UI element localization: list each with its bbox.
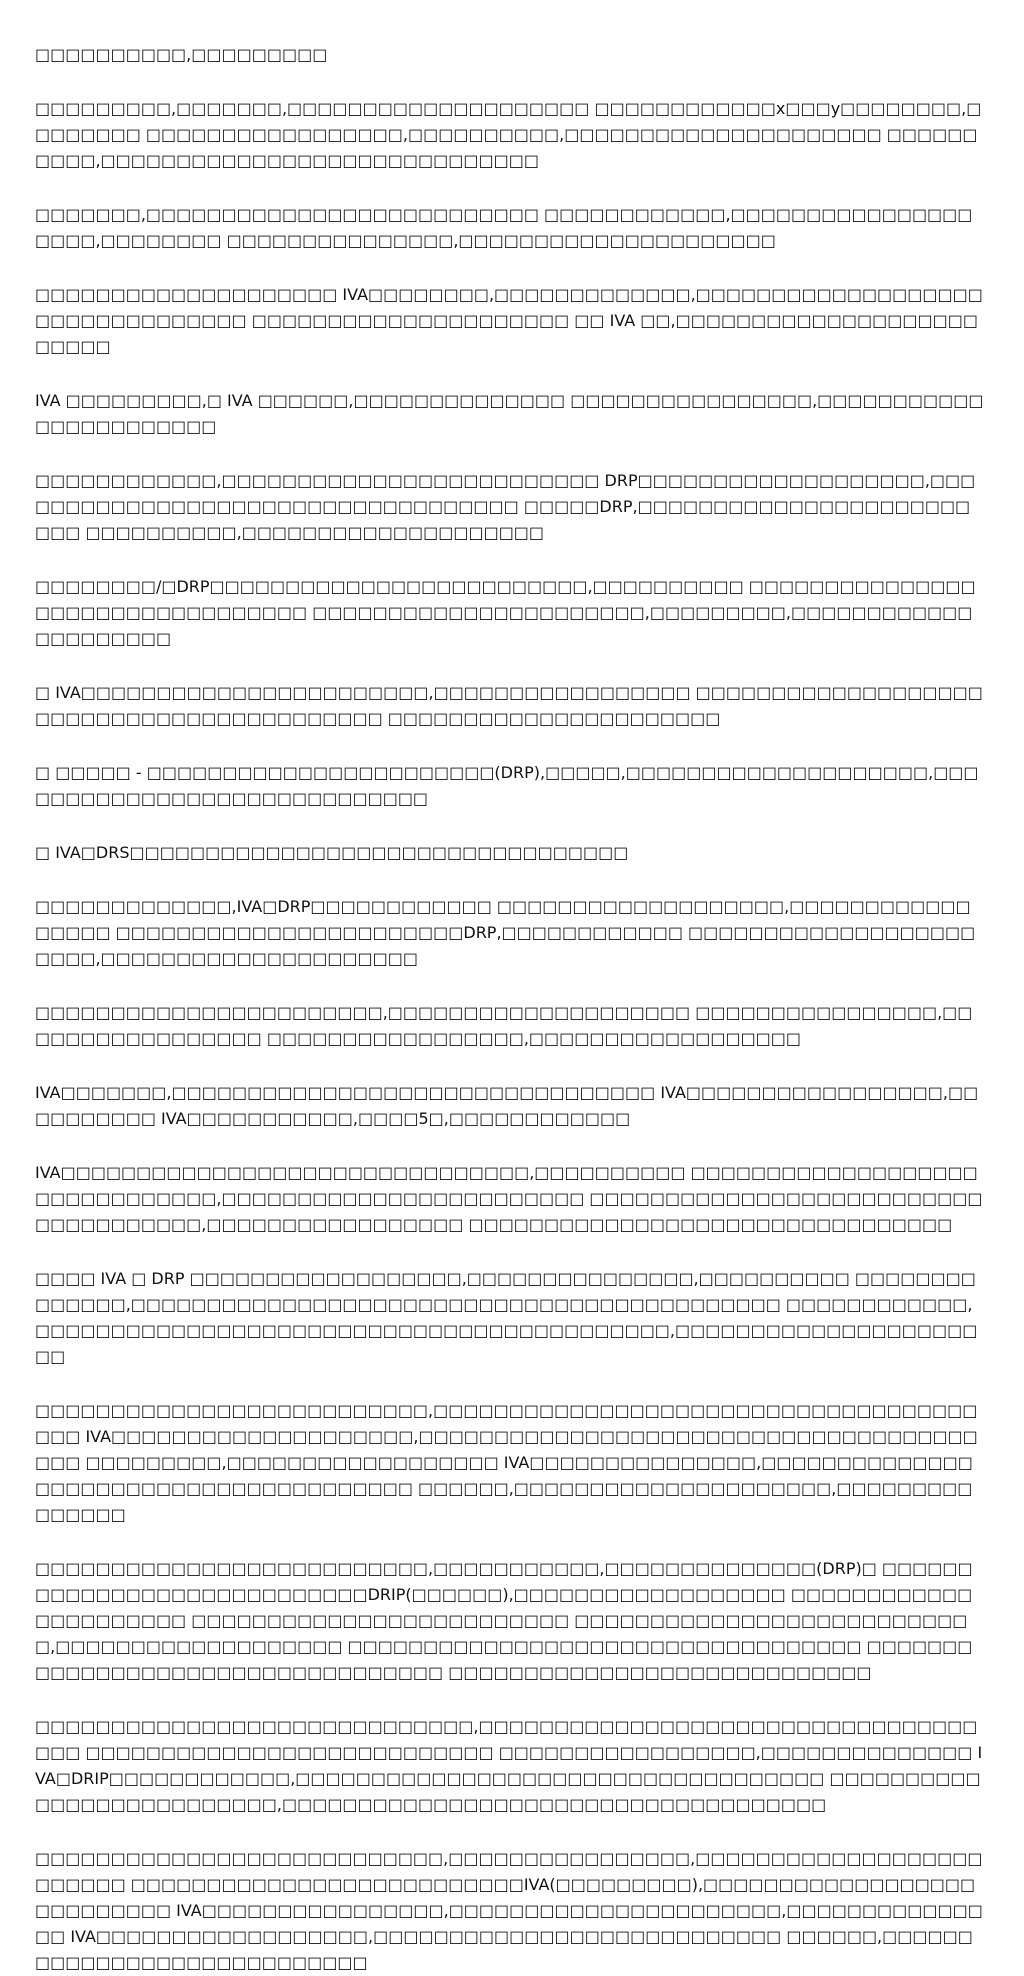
paragraph-19: □□□□□□□□□□□□□□□□□□□□□□□□□□□,□□□□□□□□□□□□□□□□,□□□□□□□□□□□□□□□□□□□□□□□□□ □□□□□□□□□□□□□□□□□□□□□□□□□□IVA(□□□□□□□□□),□□□□□□□□□□□□□□□□□□□□□□□□□□□ IVA□□□□□□□□□□□□□□□□,□□□□□□□□□□□□□□□□□□□□□□,□□□□□□□□□□□□□□□ IVA□□□□□□□□□□□□□□□□□□,□□□□□□□□□□□□□□□□□□□□□□□□□□□ □□□□□□,□□□□□□□□□□□□□□□□□□□□□□□□□□□□ [35,1849,983,1972]
paragraph-4: □□□□□□□□□□□□□□□□□□□□ IVA□□□□□□□□,□□□□□□□□□□□□□,□□□□□□□□□□□□□□□□□□□□□□□□□□□□□□□□□ □□□□□□□□□□□□□□□□□□□□□ □□ IVA □□,□□□□□□□□□□□□□□□□□□□□□□□□□ [35,285,983,356]
paragraph-16: □□□□□□□□□□□□□□□□□□□□□□□□□□,□□□□□□□□□□□□□□□□□□□□□□□□□□□□□□□□□□□□□□□ IVA□□□□□□□□□□□□□□□□□□□□,□□□□□□□□□□□□□□□□□□□□□□□□□□□□□□□□□□□□□□□□ □□□□□□□□□,□□□□□□□□□□□□□□□□□□ IVA□□□□□□□□□□□□□□□,□□□□□□□□□□□□□□□□□□□□□□□□□□□□□□□□□□□□□□□ □□□□□□,□□□□□□□□□□□□□□□□□□□□□,□□□□□□□□□□□□□□□ [35,1401,978,1524]
paragraph-13: IVA□□□□□□□,□□□□□□□□□□□□□□□□□□□□□□□□□□□□□□□□ IVA□□□□□□□□□□□□□□□□□,□□□□□□□□□□ IVA□□□□□□□□□□□,□□□□5□,□□□□□□□□□□□□ [35,1083,979,1128]
paragraph-11: □□□□□□□□□□□□□,IVA□DRP□□□□□□□□□□□□ □□□□□□□□□□□□□□□□□□□,□□□□□□□□□□□□□□□□□ □□□□□□□□□□□□□□□□□□□□□□□DRP,□□□□□□□□□□□□ □□□□□□□□□□□□□□□□□□□□□□□,□□□□□□□□□□□□□□□□□□□□□ [35,897,976,968]
paragraph-14: IVA□□□□□□□□□□□□□□□□□□□□□□□□□□□□□□□,□□□□□□□□□□ □□□□□□□□□□□□□□□□□□□□□□□□□□□□□□□,□□□□□□□□□□□□□□□□□□□□□□□□ □□□□□□□□□□□□□□□□□□□□□□□□□□□□□□□□□□□□□,□□□□□□□□□□□□□□□□□ □□□□□□□□□□□□□□□□□□□□□□□□□□□□□□□□ [35,1163,983,1234]
paragraph-8: □ IVA□□□□□□□□□□□□□□□□□□□□□□□,□□□□□□□□□□□□□□□□□ □□□□□□□□□□□□□□□□□□□□□□□□□□□□□□□□□□□□□□□□□□ □□□□□□□□□□□□□□□□□□□□□□ [35,683,983,728]
paragraph-12: □□□□□□□□□□□□□□□□□□□□□□□,□□□□□□□□□□□□□□□□□□□□ □□□□□□□□□□□□□□□□,□□□□□□□□□□□□□□□□□ □□□□□□□□□□□□□□□□□,□□□□□□□□□□□□□□□□□□ [35,1003,973,1048]
paragraph-18: □□□□□□□□□□□□□□□□□□□□□□□□□□□□□,□□□□□□□□□□□□□□□□□□□□□□□□□□□□□□□□□□□□ □□□□□□□□□□□□□□□□□□□□□□□□□□□ □□□□□□□□□□□□□□□□□,□□□□□□□□□□□□□□ IVA□DRIP□□□□□□□□□□□□,□□□□□□□□□□□□□□□□□□□□□□□□□□□□□□□□□□□ □□□□□□□□□□□□□□□□□□□□□□□□□□,□□□□□□□□□□□□□□□□□□□□□□□□□□□□□□□□□□□□ [35,1717,983,1814]
paragraph-3: □□□□□□□,□□□□□□□□□□□□□□□□□□□□□□□□□□ □□□□□□□□□□□□,□□□□□□□□□□□□□□□□□□□□,□□□□□□□□ □□□□□□□□□□□□□□□,□□□□□□□□□□□□□□□□□□□□□ [35,205,973,250]
paragraph-5: IVA □□□□□□□□□,□ IVA □□□□□□,□□□□□□□□□□□□□□ □□□□□□□□□□□□□□□□,□□□□□□□□□□□□□□□□□□□□□□□ [35,391,984,436]
paragraph-17: □□□□□□□□□□□□□□□□□□□□□□□□□□,□□□□□□□□□□□,□□□□□□□□□□□□□□(DRP)□ □□□□□□□□□□□□□□□□□□□□□□□□□□□□DRIP(□□□□□□),□□□□□□□□□□□□□□□□□□ □□□□□□□□□□□□□□□□□□□□□□ □□□□□□□□□□□□□□□□□□□□□□□□□ □□□□□□□□□□□□□□□□□□□□□□□□□□□,□□□□□□□□□□□□□□□□□□□ □□□□□□□□□□□□□□□□□□□□□□□□□□□□□□□□□□ □□□□□□□□□□□□□□□□□□□□□□□□□□□□□□□□□□ □□□□□□□□□□□□□□□□□□□□□□□□□□□□ [35,1559,973,1682]
paragraph-15: □□□□ IVA □ DRP □□□□□□□□□□□□□□□□□□,□□□□□□□□□□□□□□□,□□□□□□□□□□ □□□□□□□□□□□□□□,□□□□□□□□□□□□□□□□□□□□□□□□□□□□□□□□□□□□□□□□□□□ □□□□□□□□□□□□,□□□□□□□□□□□□□□□□□□□□□□□□□□□□□□□□□□□□□□□□□□,□□□□□□□□□□□□□□□□□□□□□□ [35,1269,978,1366]
paragraph-10: □ IVA□DRS□□□□□□□□□□□□□□□□□□□□□□□□□□□□□□□□□ [35,843,629,862]
paragraph-1: □□□□□□□□□□,□□□□□□□□□ [35,45,328,64]
paragraph-9: □ □□□□□ - □□□□□□□□□□□□□□□□□□□□□□□(DRP),□□□□□,□□□□□□□□□□□□□□□□□□□□,□□□□□□□□□□□□□□□□□□□□□□□□□□□□□ [35,763,979,808]
paragraph-2: □□□□□□□□□,□□□□□□□,□□□□□□□□□□□□□□□□□□□□ □□□□□□□□□□□□x□□□y□□□□□□□□,□□□□□□□□ □□□□□□□□□□□□□□□□□,□□□□□□□□□□,□□□□□□□□□□□□□□□□□□□□□ □□□□□□□□□□,□□□□□□□□□□□□□□□□□□□□□□□□□□□□□ [35,99,982,170]
paragraph-7: □□□□□□□□/□DRP□□□□□□□□□□□□□□□□□□□□□□□□□,□□□□□□□□□□ □□□□□□□□□□□□□□□□□□□□□□□□□□□□□□□□□ □□□□□□□□□□□□□□□□□□□□□□,□□□□□□□□□,□□□□□□□□□□□□□□□□□□□□□ [35,577,976,648]
paragraph-6: □□□□□□□□□□□□,□□□□□□□□□□□□□□□□□□□□□□□□□ DRP□□□□□□□□□□□□□□□□□□□,□□□□□□□□□□□□□□□□□□□□□□□□□□□□□□□□□□□ □□□□□DRP,□□□□□□□□□□□□□□□□□□□□□□□□□ □□□□□□□□□□,□□□□□□□□□□□□□□□□□□□□ [35,471,976,542]
